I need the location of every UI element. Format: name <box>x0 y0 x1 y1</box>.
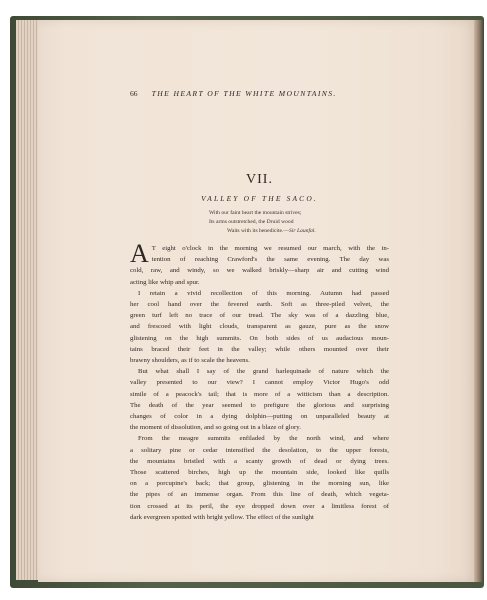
epigraph-line-text: Waits with its benedicite.— <box>227 228 290 234</box>
chapter-title: VALLEY OF THE SACO. <box>201 194 318 203</box>
epigraph-line: Its arms outstretched, the Druid wood <box>209 219 294 225</box>
text-line: simile of a peacock's tail; that is more of a witticism than a description. <box>130 390 389 398</box>
binding-gutter <box>474 20 484 582</box>
epigraph-line <box>209 227 389 236</box>
text-line: the mountains bristled with a scanty growth of dead or dying trees. <box>130 457 389 465</box>
text-line: changes of color in a dying dolphin—putting on unparalleled beauty at <box>130 413 389 421</box>
text-line: on a porcupine's back; that group, glistening in the morning sun, like <box>130 480 389 488</box>
paragraph <box>130 239 389 288</box>
text-line: Those scattered birches, high up the mountain side, looked like quills <box>130 469 389 477</box>
running-head <box>130 89 389 98</box>
running-title: THE HEART OF THE WHITE MOUNTAINS. <box>151 89 337 98</box>
text-line: I retain a vivid recollection of this morning. Autumn had passed <box>138 289 389 297</box>
text-line: valley presented to our view? I cannot employ Victor Hugo's odd <box>130 379 389 387</box>
text-line: the pipes of an immense organ. From this line of death, which vegeta- <box>130 491 389 499</box>
text-line: tion crossed at its peril, the eye dropped down over a limitless forest of <box>130 502 389 510</box>
text-line: cold, raw, and windy, so we walked briskly—sharp air and cutting wind <box>130 267 389 275</box>
page-edges <box>16 20 40 580</box>
text-line: green turf left no trace of our tread. The sky was of a dazzling blue, <box>130 312 389 320</box>
text-line: acting like whip and spur. <box>130 278 200 286</box>
paragraph <box>130 433 389 523</box>
text-line: her cool hand over the fevered earth. Soft as three-piled velvet, the <box>130 301 389 309</box>
text-line: a solitary pine or cedar intensified the desolation, to the upper forests, <box>130 446 389 454</box>
text-line: From the meagre summits enfiladed by the north wind, and where <box>138 435 389 443</box>
text-line: and frescoed with light clouds, transparent as gauze, pure as the snow <box>130 323 389 331</box>
epigraph-line: With our faint heart the mountain strives; <box>209 210 302 216</box>
body-text <box>130 239 389 523</box>
text-line: the moment of dissolution, and so going out in a blaze of glory. <box>130 424 301 432</box>
text-line: glistening on the high summits. On both sides of us audacious moun- <box>130 334 389 342</box>
text-line: dark evergreen spotted with bright yellow. The effect of the sunlight <box>130 513 314 521</box>
drop-cap: A <box>130 239 149 268</box>
chapter-number: VII. <box>246 172 273 187</box>
text-line: brawny shoulders, as if to scale the heavens. <box>130 357 250 365</box>
epigraph <box>209 209 389 236</box>
text-line: tention of reaching Crawford's the same evening. The day was <box>151 256 389 264</box>
paragraph <box>130 288 389 366</box>
text-line: But what shall I say of the grand harlequinade of nature which the <box>138 368 389 376</box>
epigraph-source: Sir Launfal. <box>289 228 316 234</box>
text-line: tains braced their feet in the valley; while others mounted over their <box>130 345 389 353</box>
text-line: T eight o'clock in the morning we resumed our march, with the in- <box>151 245 389 252</box>
text-line: The death of the year seemed to prefigure the glorious and surprising <box>130 401 389 409</box>
paragraph <box>130 366 389 433</box>
page-number: 66 <box>130 89 138 98</box>
